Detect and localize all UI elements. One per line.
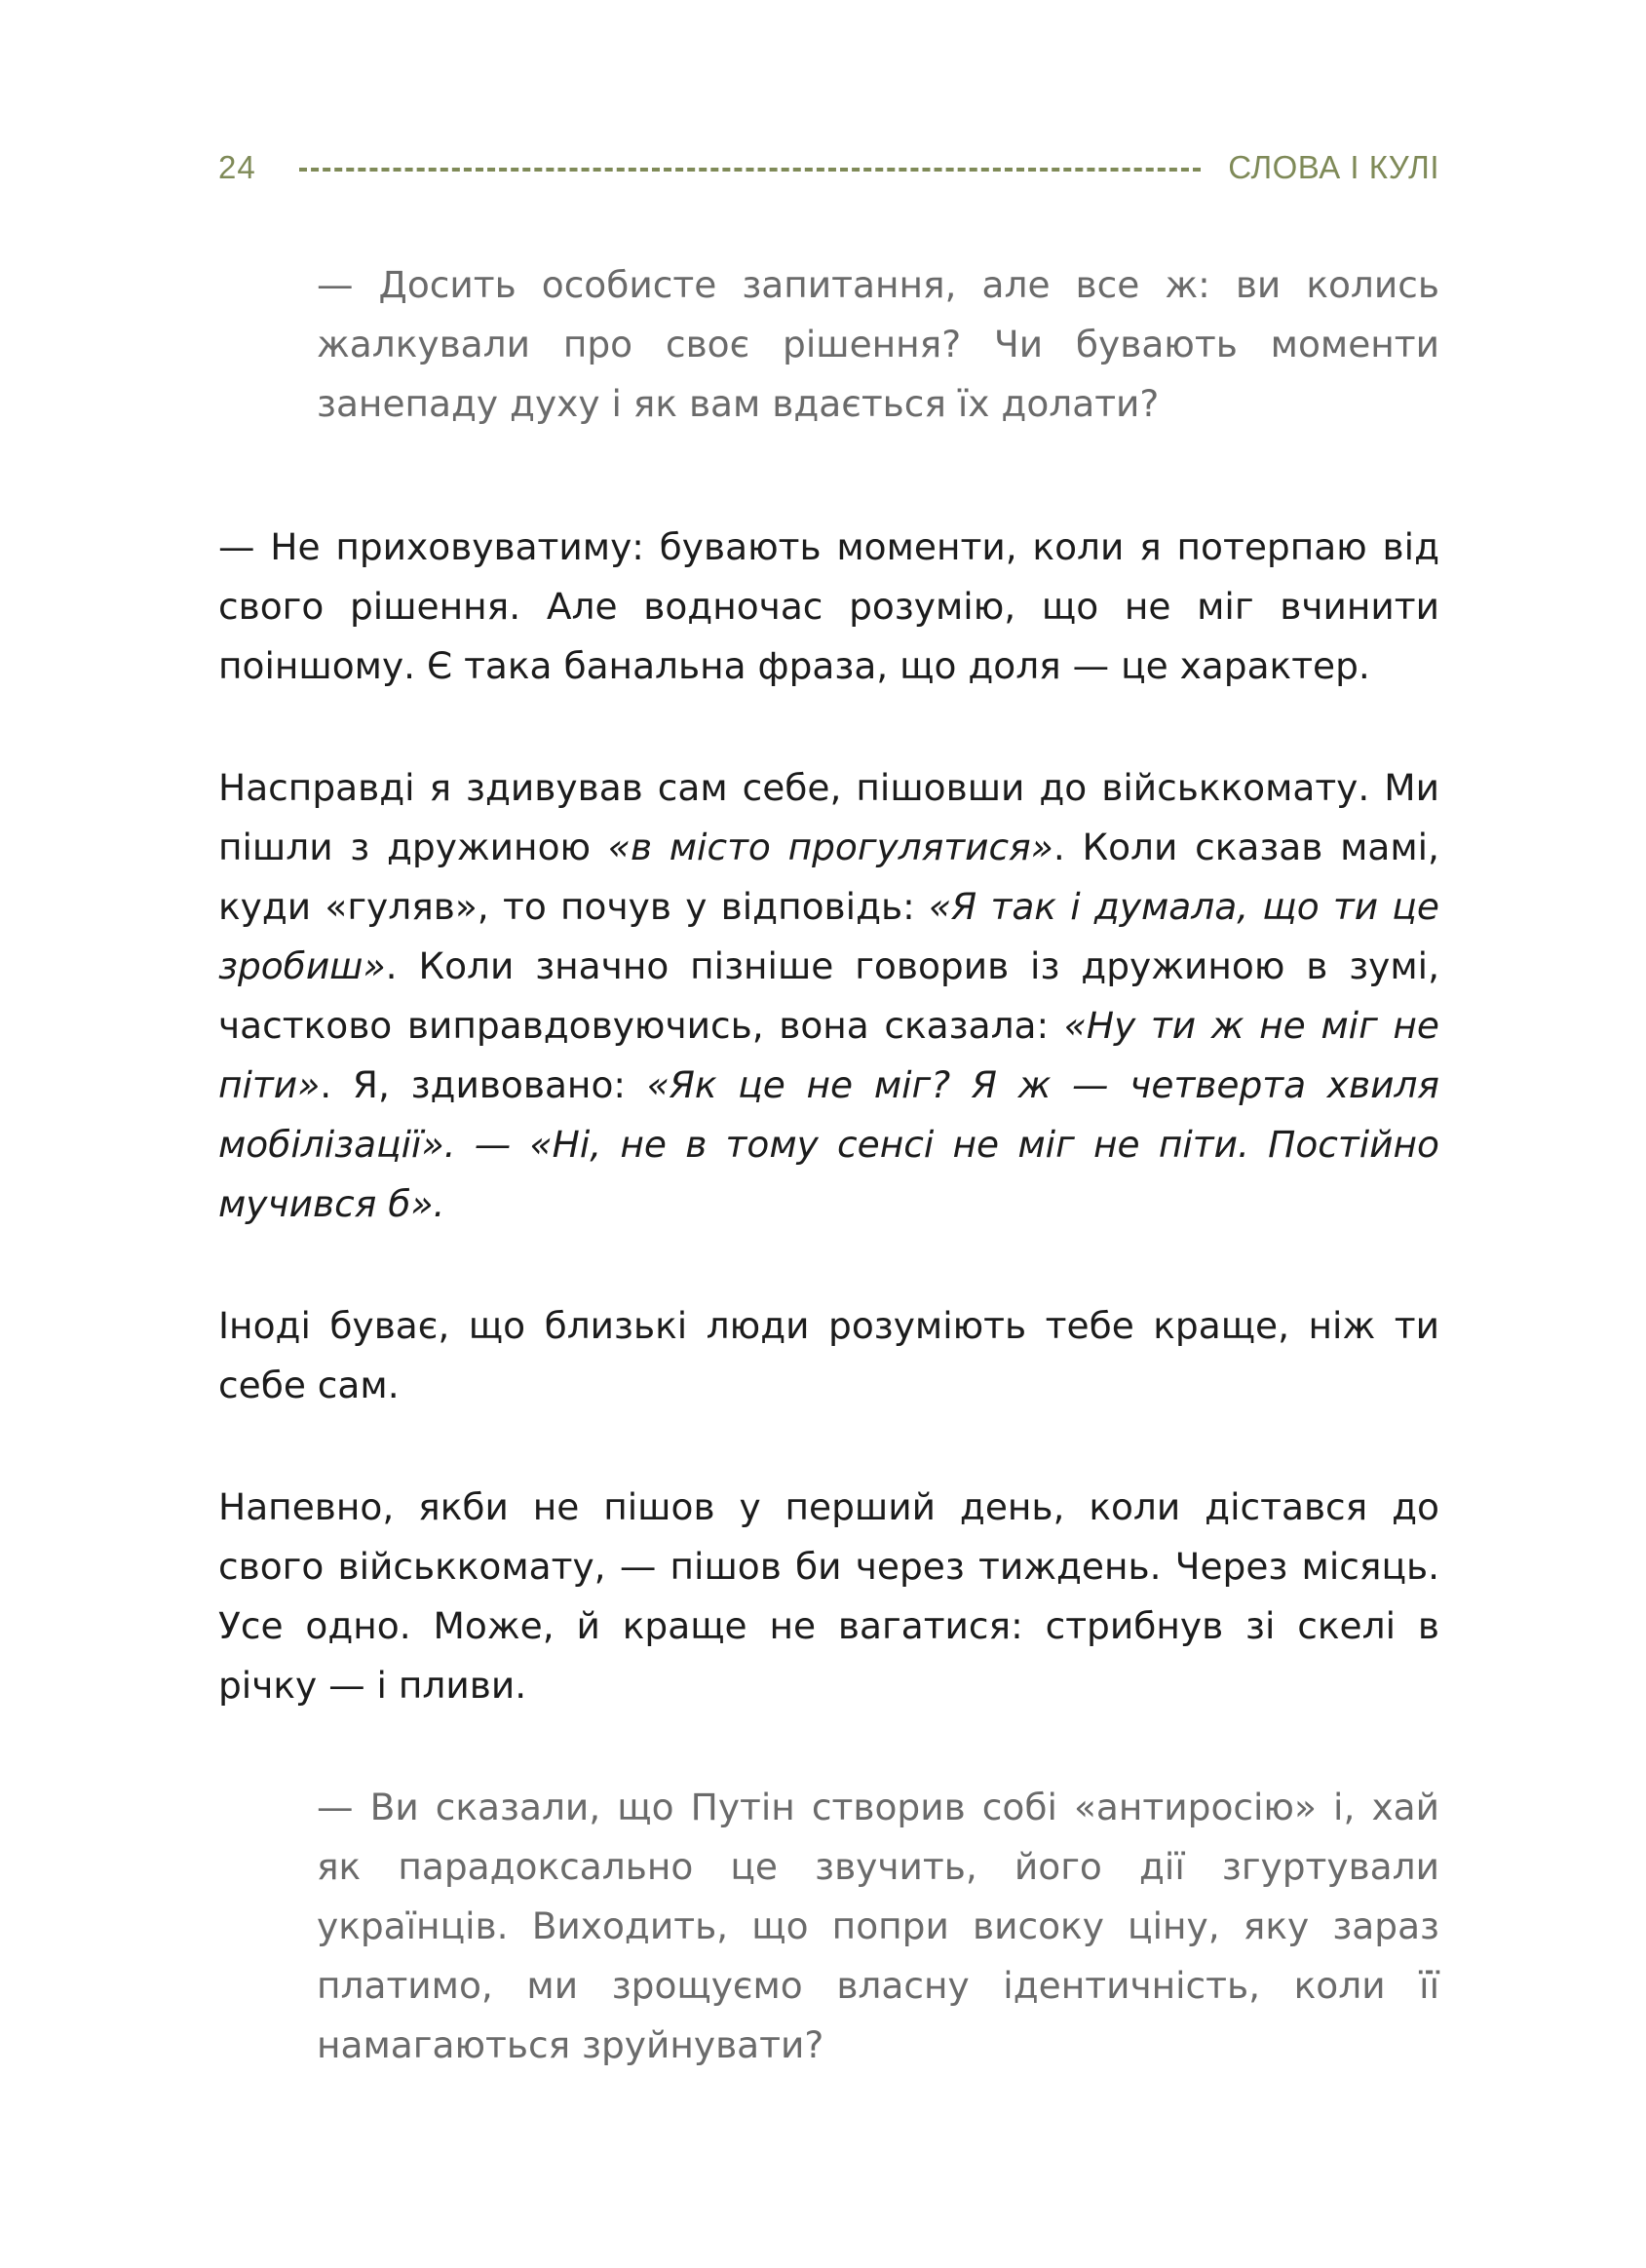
- answer-text: . Коли сказав мамі, куди «гуляв», то почув у відповідь:: [218, 826, 1439, 928]
- spacer: [218, 1234, 1439, 1296]
- page-content: [218, 255, 1439, 2075]
- italic-quote: «Як це не міг? Я ж — четверта хвиля мобілізації». — «Ні, не в тому сенсі не міг не піти. Постійно мучився б».: [218, 1063, 1439, 1225]
- answer-paragraph-4: Напевно, якби не пішов у перший день, коли дістався до свого військкомату, — пішов би через тиждень. Через місяць. Усе одно. Може, й краще не вагатися: стрибнув зі скелі в річку — і пливи.: [218, 1485, 1439, 1707]
- page-number: 24: [218, 149, 256, 185]
- spacer: [218, 696, 1439, 758]
- italic-quote: «Ну ти ж не міг не піти»: [218, 1004, 1439, 1106]
- running-title: СЛОВА І КУЛІ: [1228, 149, 1439, 185]
- spacer: [218, 1715, 1439, 1778]
- answer-paragraph-2: [218, 758, 1439, 1234]
- header-dashed-rule: [299, 168, 1202, 172]
- italic-quote: «Я так і думала, що ти це зробиш»: [218, 885, 1439, 987]
- spacer: [218, 434, 1439, 518]
- spacer: [218, 1415, 1439, 1478]
- interview-question-2: — Ви сказали, що Путін створив собі «антиросію» і, хай як парадоксально це звучить, його дії згуртували українців. Виходить, що попри високу ціну, яку зараз платимо, ми зрощуємо власну ідентичність, коли її намагаються зруйнувати?: [317, 1786, 1439, 2066]
- answer-paragraph-1: — Не приховуватиму: бувають моменти, коли я потерпаю від свого рішення. Але водночас розумію, що не міг вчинити поіншому. Є така банальна фраза, що доля — це характер.: [218, 525, 1439, 687]
- answer-paragraph-3: Іноді буває, що близькі люди розуміють тебе краще, ніж ти себе сам.: [218, 1304, 1439, 1406]
- answer-text: . Коли значно пізніше говорив із дружиною в зумі, частково виправдовуючись, вона сказала:: [218, 944, 1439, 1047]
- answer-text: Насправді я здивував сам себе, пішовши до військкомату. Ми пішли з дружиною: [218, 766, 1439, 868]
- answer-text: . Я, здивовано:: [320, 1063, 647, 1106]
- italic-quote: «в місто прогулятися»: [607, 826, 1053, 868]
- page-header: [218, 146, 1439, 189]
- interview-question-1: — Досить особисте запитання, але все ж: ви колись жалкували про своє рішення? Чи бувають моменти занепаду духу і як вам вдається їх долати?: [317, 263, 1439, 425]
